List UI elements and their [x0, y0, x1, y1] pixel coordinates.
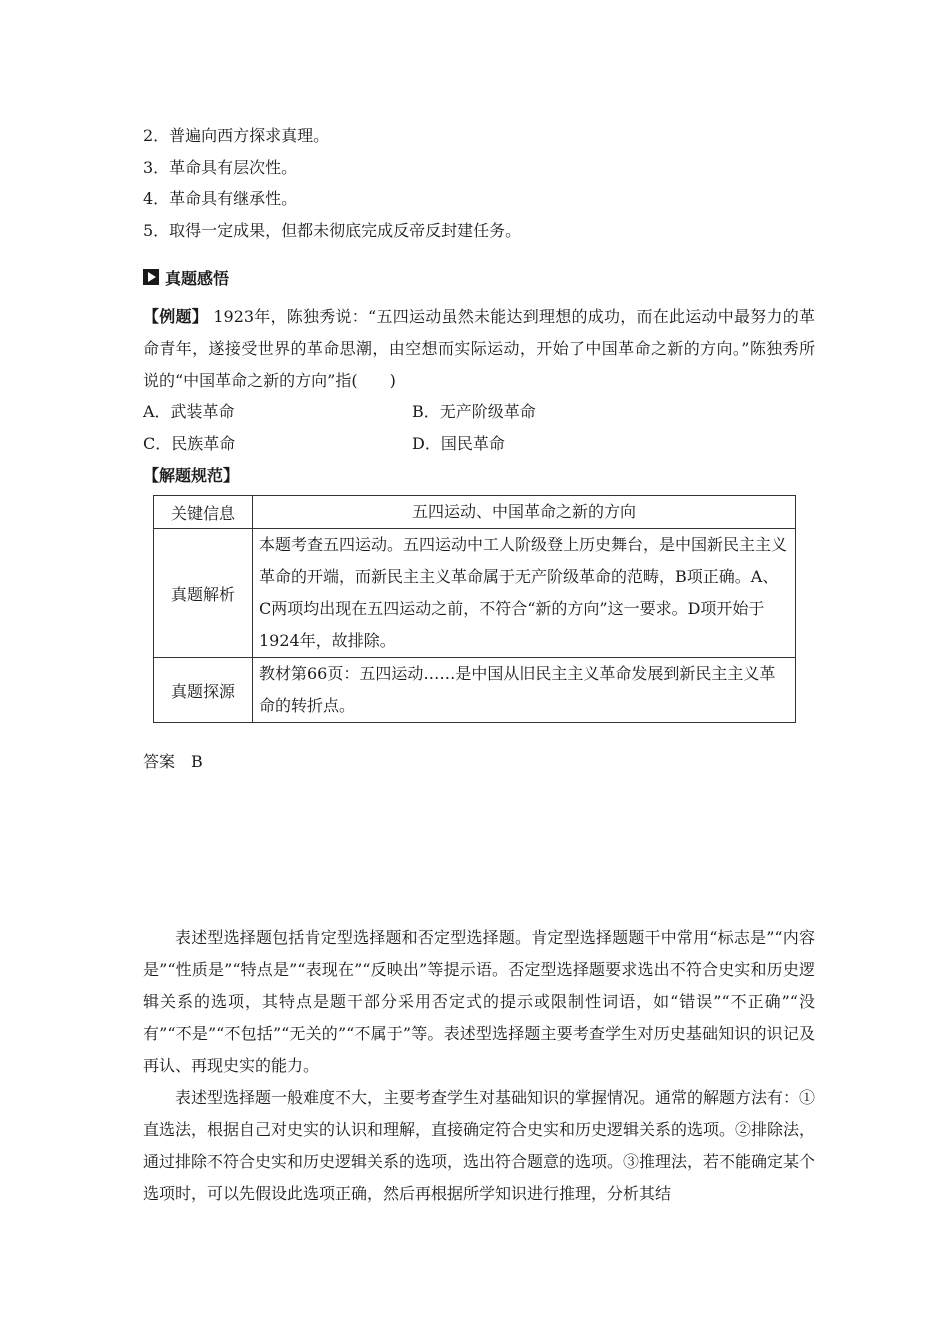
row-value: 本题考查五四运动。五四运动中工人阶级登上历史舞台，是中国新民主主义革命的开端，而新民主主义革命属于无产阶级革命的范畴，B项正确。A、C两项均出现在五四运动之前，不符合“新的方向”这一要求。D项开始于1924年，故排除。 [253, 529, 796, 658]
option-a: A．武装革命 [143, 402, 235, 421]
answer: 答案 B [143, 752, 203, 771]
table-row [154, 496, 796, 529]
table-row [154, 529, 796, 658]
row-value: 五四运动、中国革命之新的方向 [253, 496, 796, 529]
example-question [143, 301, 815, 397]
example-text: 1923年，陈独秀说：“五四运动虽然未能达到理想的成功，而在此运动中最努力的革命青年，遂接受世界的革命思潮，由空想而实际运动，开始了中国革命之新的方向。”陈独秀所说的“中国革命之新的方向”指( ) [143, 307, 815, 390]
section-heading [143, 266, 229, 288]
row-value: 教材第66页：五四运动……是中国从旧民主主义革命发展到新民主主义革命的转折点。 [253, 658, 796, 723]
row-key: 关键信息 [154, 496, 253, 529]
option-c: C．民族革命 [143, 434, 236, 453]
section-title: 真题感悟 [165, 268, 230, 288]
example-label: 【例题】 [143, 307, 208, 326]
option-d: D．国民革命 [412, 434, 505, 453]
point-item: 2．普遍向西方探求真理。 [143, 126, 330, 145]
paragraph: 表述型选择题一般难度不大，主要考查学生对基础知识的掌握情况。通常的解题方法有：①直选法，根据自己对史实的认识和理解，直接确定符合史实和历史逻辑关系的选项。②排除法，通过排除不符合史实和历史逻辑关系的选项，选出符合题意的选项。③推理法，若不能确定某个选项时，可以先假设此选项正确，然后再根据所学知识进行推理，分析其结 [143, 1088, 816, 1203]
point-item: 5．取得一定成果，但都未彻底完成反帝反封建任务。 [143, 221, 522, 240]
paragraph: 表述型选择题包括肯定型选择题和否定型选择题。肯定型选择题题干中常用“标志是”“内容是”“性质是”“特点是”“表现在”“反映出”等提示语。否定型选择题要求选出不符合史实和历史逻辑关系的选项，其特点是题干部分采用否定式的提示或限制性词语，如“错误”“不正确”“没有”“不是”“不包括”“无关的”“不属于”等。表述型选择题主要考查学生对历史基础知识的识记及再认、再现史实的能力。 [143, 928, 815, 1075]
table-row [154, 658, 796, 723]
row-key: 真题探源 [154, 658, 253, 723]
row-key: 真题解析 [154, 529, 253, 658]
play-icon [143, 269, 159, 285]
point-item: 4．革命具有继承性。 [143, 189, 298, 208]
option-b: B．无产阶级革命 [412, 402, 536, 421]
solution-table [153, 495, 796, 723]
solution-label: 【解题规范】 [143, 466, 240, 485]
point-item: 3．革命具有层次性。 [143, 158, 298, 177]
